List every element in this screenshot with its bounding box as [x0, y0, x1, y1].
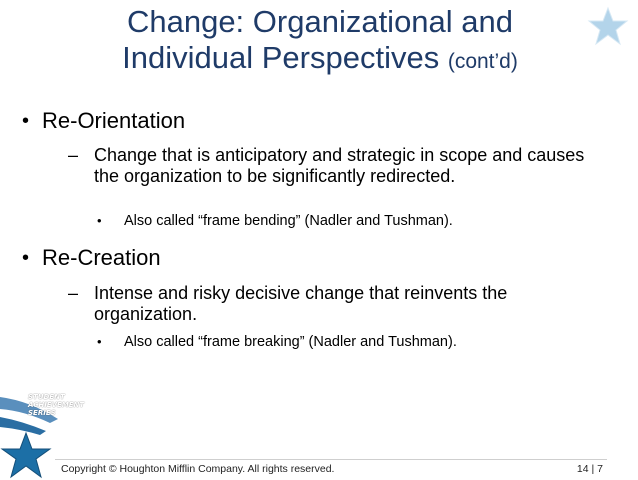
star-icon — [586, 6, 630, 46]
bullet-text: Re-Orientation — [42, 108, 186, 133]
logo-line: ACHIEVEMENT — [28, 401, 85, 409]
dash-marker: – — [68, 145, 79, 165]
bullet-marker: • — [22, 247, 30, 269]
bullet-text: Re-Creation — [42, 245, 161, 270]
note-text: Also called “frame bending” (Nadler and Tushman). — [124, 213, 453, 229]
footer — [55, 459, 607, 480]
page-number: 14 | 7 — [576, 463, 603, 475]
note-marker: • — [97, 213, 102, 228]
sub-bullet-text: Intense and risky decisive change that reinvents the organization. — [94, 283, 508, 324]
bullet-marker: • — [22, 110, 30, 132]
sub-bullet-text: Change that is anticipatory and strategic in scope and causes the organization to be significantly redirected. — [94, 145, 585, 186]
dash-marker: – — [68, 283, 79, 303]
copyright-text: Copyright © Houghton Mifflin Company. All rights reserved. — [61, 463, 335, 475]
logo-line: STUDENT — [28, 393, 65, 401]
title-suffix: (cont’d) — [447, 50, 518, 73]
title-main: Individual Perspectives — [122, 40, 440, 75]
note-marker: • — [97, 334, 102, 349]
title-line-1: Change: Organizational and — [126, 4, 514, 39]
slide-title — [60, 4, 580, 80]
title-line-2 — [60, 40, 580, 80]
note-text: Also called “frame breaking” (Nadler and Tushman). — [124, 334, 457, 350]
logo-line: SERIES — [28, 409, 56, 417]
logo-text — [28, 393, 90, 417]
